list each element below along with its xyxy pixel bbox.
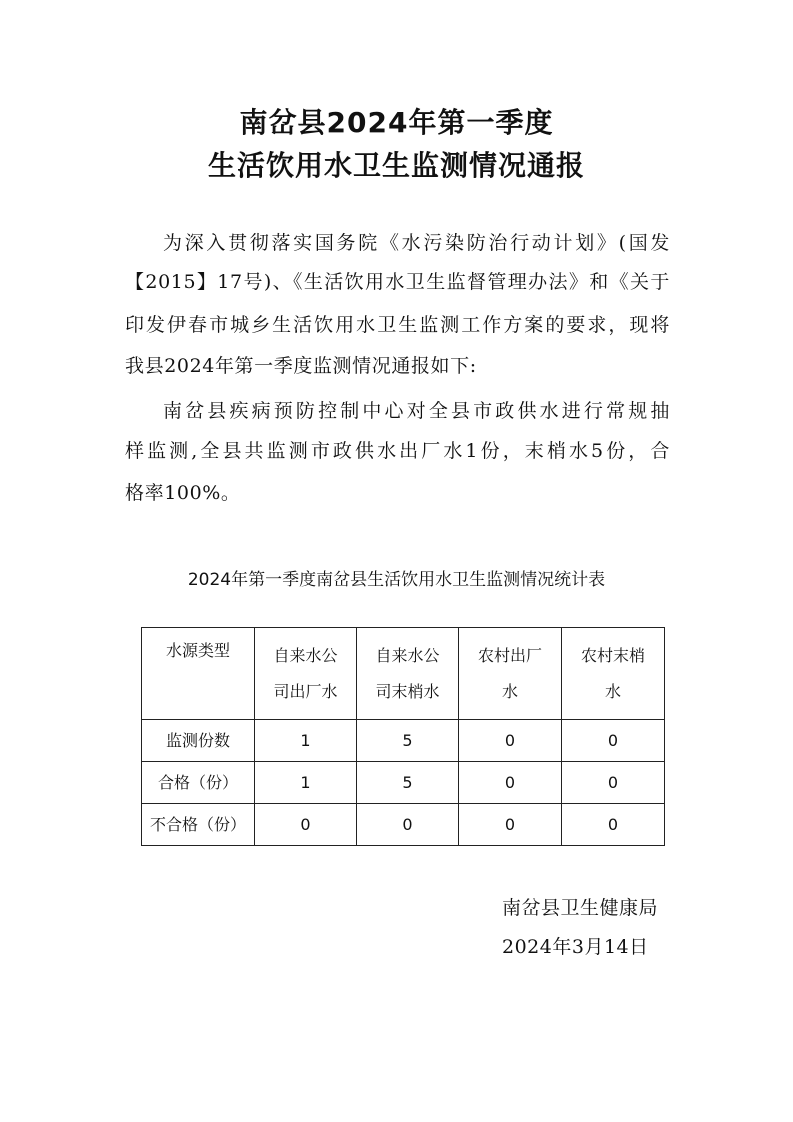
paragraph-1-line-2: 【2015】17号)、《生活饮用水卫生监督管理办法》和《关于 bbox=[125, 271, 670, 293]
header-text-line-2: 水 bbox=[604, 681, 621, 701]
table-cell: 0 bbox=[459, 762, 562, 804]
paragraph-2-line-3: 格率100%。 bbox=[125, 482, 241, 504]
row-label-cell: 监测份数 bbox=[142, 720, 255, 762]
row-label-cell: 不合格（份） bbox=[142, 804, 255, 846]
paragraph-1-line-1: 为深入贯彻落实国务院《水污染防治行动计划》(国发 bbox=[163, 232, 670, 254]
document-title-line-2: 生活饮用水卫生监测情况通报 bbox=[207, 149, 585, 182]
issue-date: 2024年3月14日 bbox=[502, 936, 649, 958]
table-row bbox=[142, 762, 665, 804]
header-text-line-2: 司出厂水 bbox=[273, 681, 338, 701]
table-cell: 0 bbox=[357, 804, 459, 846]
table-cell: 0 bbox=[562, 804, 665, 846]
table-cell: 5 bbox=[357, 762, 459, 804]
header-text-line-1: 农村出厂 bbox=[477, 645, 542, 665]
table-cell: 0 bbox=[459, 804, 562, 846]
header-cell-rural-factory bbox=[459, 628, 562, 720]
table-row bbox=[142, 804, 665, 846]
header-text-line-1: 自来水公 bbox=[375, 645, 440, 665]
header-text-line-2: 水 bbox=[501, 681, 518, 701]
header-text-line-2: 司末梢水 bbox=[375, 681, 440, 701]
paragraph-2-line-1: 南岔县疾病预防控制中心对全县市政供水进行常规抽 bbox=[163, 400, 670, 422]
table-cell: 5 bbox=[357, 720, 459, 762]
header-cell-tap-water-terminal bbox=[357, 628, 459, 720]
table-header-row bbox=[142, 628, 665, 720]
paragraph-2-line-2: 样监测,全县共监测市政供水出厂水1份，末梢水5份，合 bbox=[125, 440, 670, 462]
header-cell-water-source-type bbox=[142, 628, 255, 720]
table-cell: 1 bbox=[255, 762, 357, 804]
document-title-line-1: 南岔县2024年第一季度 bbox=[239, 106, 554, 139]
header-cell-rural-terminal bbox=[562, 628, 665, 720]
issuing-organization: 南岔县卫生健康局 bbox=[502, 897, 659, 919]
table-cell: 0 bbox=[459, 720, 562, 762]
table-cell: 0 bbox=[562, 720, 665, 762]
header-text-line-1: 自来水公 bbox=[273, 645, 338, 665]
row-label-cell: 合格（份） bbox=[142, 762, 255, 804]
paragraph-1-line-3: 印发伊春市城乡生活饮用水卫生监测工作方案的要求，现将 bbox=[125, 314, 670, 336]
paragraph-1-line-4: 我县2024年第一季度监测情况通报如下: bbox=[125, 355, 477, 377]
header-cell-tap-water-factory bbox=[255, 628, 357, 720]
table-caption: 2024年第一季度南岔县生活饮用水卫生监测情况统计表 bbox=[187, 570, 606, 590]
water-monitoring-table bbox=[141, 627, 665, 846]
header-text-line-1: 农村末梢 bbox=[580, 645, 645, 665]
table-row bbox=[142, 720, 665, 762]
table-cell: 0 bbox=[562, 762, 665, 804]
header-text: 水源类型 bbox=[165, 641, 230, 660]
table-cell: 1 bbox=[255, 720, 357, 762]
table-cell: 0 bbox=[255, 804, 357, 846]
